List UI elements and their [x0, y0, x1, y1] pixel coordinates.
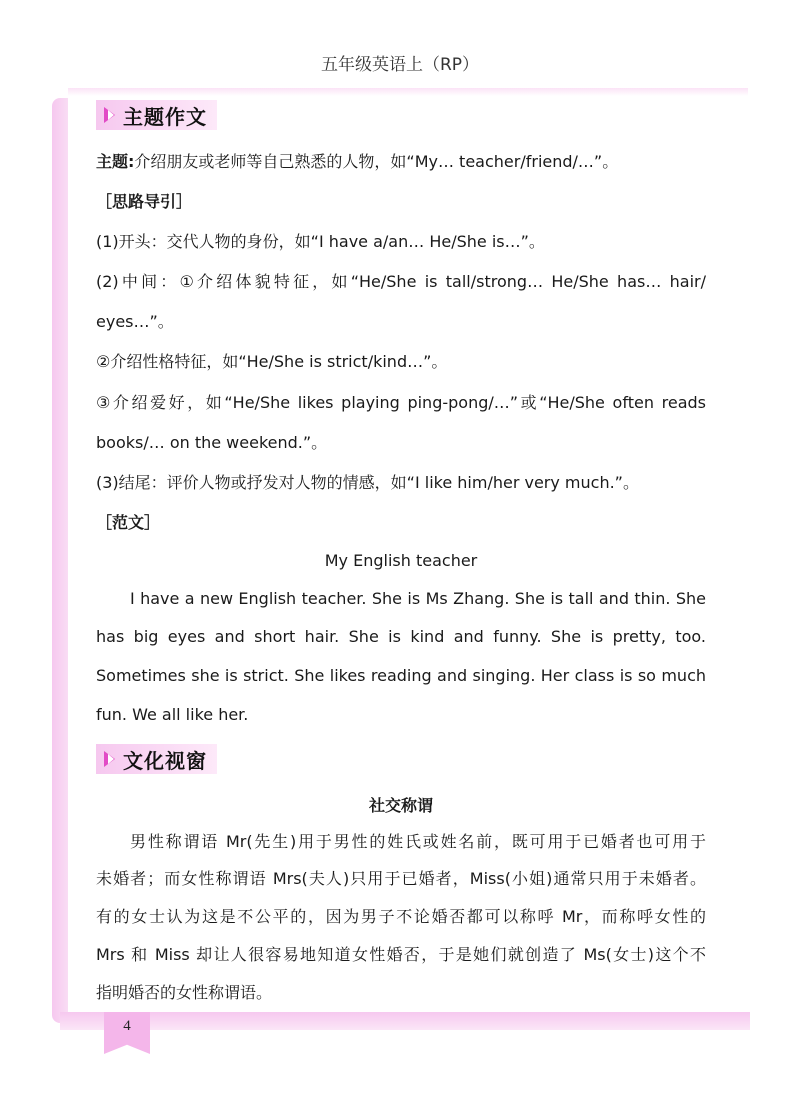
- guide-line-2b: eyes…”。: [96, 312, 174, 331]
- guide-line-3: (3)结尾：评价人物或抒发对人物的情感，如“I like him/her very much.”。: [96, 473, 639, 492]
- culture-line-4: Mrs 和 Miss 却让人很容易地知道女性婚否，于是她们就创造了 Ms(女士)这个不: [96, 945, 706, 964]
- topic-line: [96, 152, 706, 172]
- topic-label: 主题:: [96, 152, 135, 171]
- essay-title: My English teacher: [324, 551, 478, 570]
- guide-line-2d: ③介绍爱好，如“He/She likes playing ping-pong/…”或“He/She often reads: [96, 393, 706, 412]
- section-banner-theme-writing: [96, 100, 217, 130]
- guide-line-2a: (2)中间：①介绍体貌特征，如“He/She is tall/strong… He/She has… hair/: [96, 272, 706, 291]
- arrow-right-icon: [104, 751, 115, 767]
- culture-line-5: 指明婚否的女性称谓语。: [96, 983, 273, 1002]
- frame-left-border: [52, 98, 68, 1023]
- guide-line-2e: books/… on the weekend.”。: [96, 433, 328, 452]
- section-title: 主题作文: [123, 104, 207, 129]
- essay-line-4: fun. We all like her.: [96, 705, 249, 724]
- guide-line-1: (1)开头：交代人物的身份，如“I have a/an… He/She is…”。: [96, 232, 545, 251]
- sample-heading: ［范文］: [96, 513, 161, 532]
- essay-line-3: Sometimes she is strict. She likes reading and singing. Her class is so much: [96, 666, 706, 685]
- section-banner-culture-window: [96, 744, 217, 774]
- frame-top-border: [68, 88, 748, 96]
- culture-line-1: 男性称谓语 Mr(先生)用于男性的姓氏或姓名前，既可用于已婚者也可用于: [130, 832, 706, 851]
- section-title: 文化视窗: [123, 748, 207, 773]
- culture-line-3: 有的女士认为这是不公平的，因为男子不论婚否都可以称呼 Mr，而称呼女性的: [96, 907, 706, 926]
- arrow-right-icon: [104, 107, 115, 123]
- topic-text: 介绍朋友或老师等自己熟悉的人物，如“My… teacher/friend/…”。: [134, 152, 619, 171]
- culture-line-2: 未婚者；而女性称谓语 Mrs(夫人)只用于已婚者，Miss(小姐)通常只用于未婚者。: [96, 869, 706, 888]
- frame-bottom-border: [60, 1012, 750, 1030]
- essay-line-1: I have a new English teacher. She is Ms Zhang. She is tall and thin. She: [130, 589, 706, 608]
- page-number: 4: [123, 1018, 131, 1034]
- guide-heading: ［思路导引］: [96, 192, 193, 211]
- culture-subtitle: 社交称谓: [368, 796, 433, 815]
- essay-line-2: has big eyes and short hair. She is kind and funny. She is pretty, too.: [96, 627, 706, 646]
- book-title: 五年级英语上（RP）: [320, 55, 480, 75]
- guide-line-2c: ②介绍性格特征，如“He/She is strict/kind…”。: [96, 352, 448, 371]
